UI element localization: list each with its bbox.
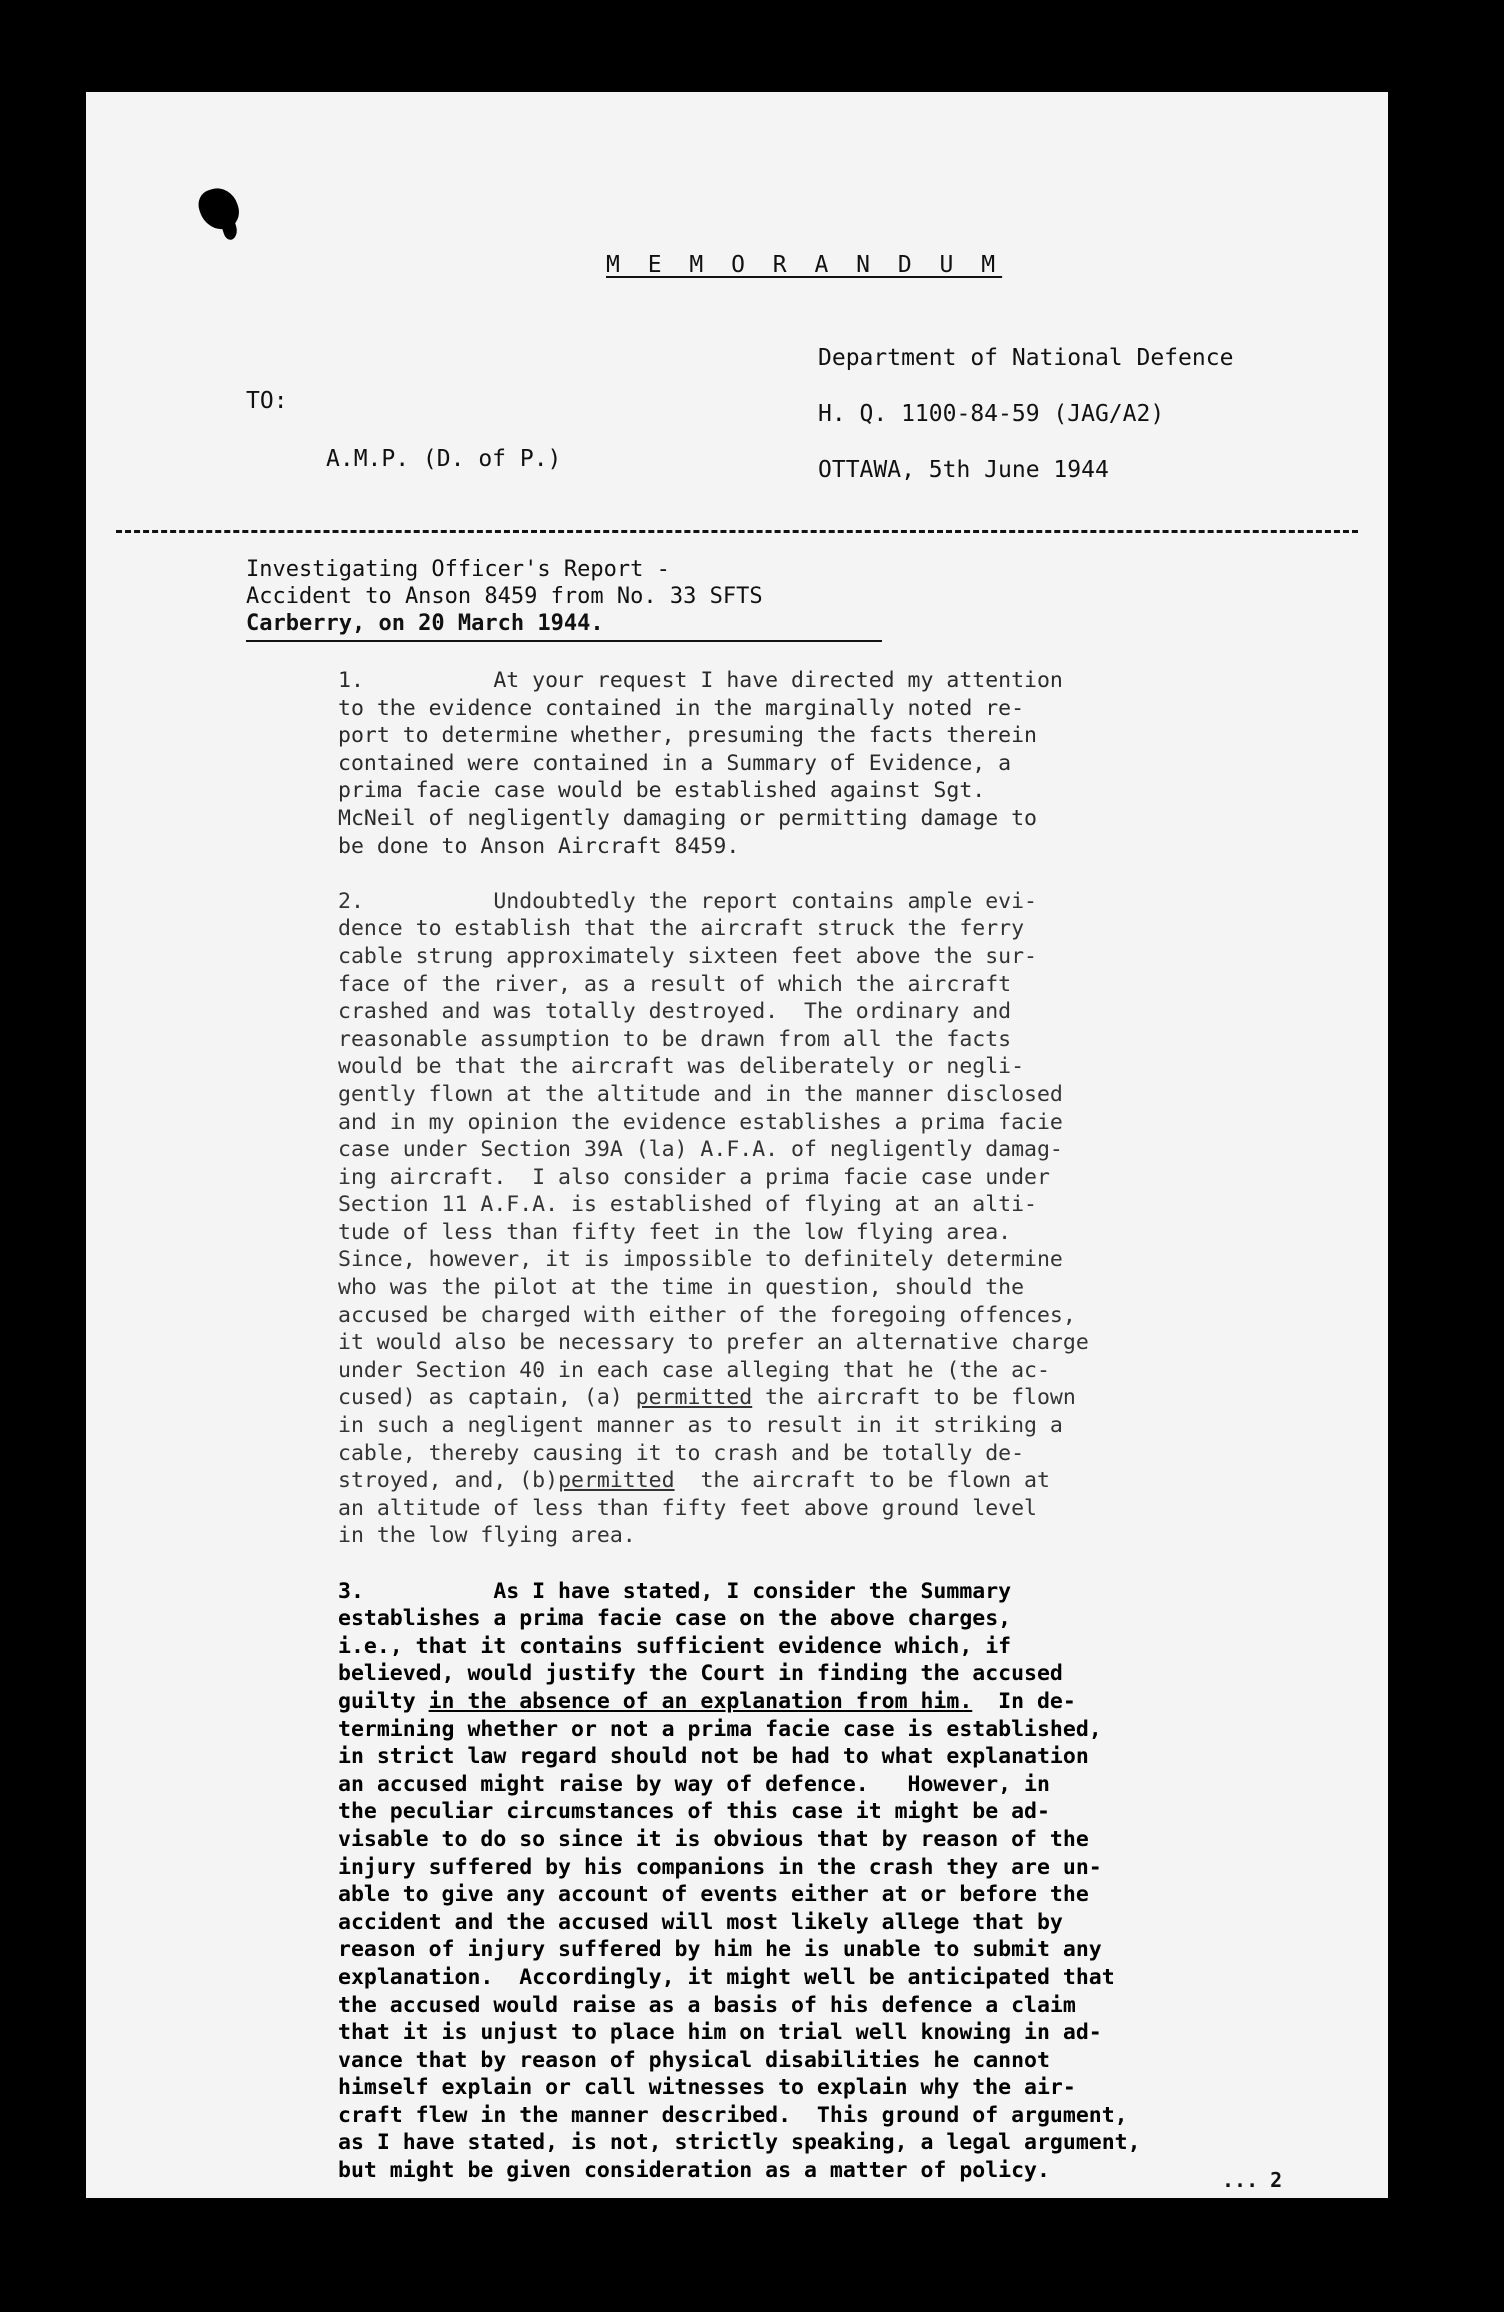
department-block	[818, 330, 1233, 498]
paragraph-line: face of the river, as a result of which the aircraft	[338, 971, 1012, 997]
ink-blot	[194, 183, 243, 235]
place-date: OTTAWA, 5th June 1944	[818, 457, 1109, 483]
paragraph-line: himself explain or call witnesses to explain why the air-	[338, 2075, 1076, 2101]
subject-block	[246, 556, 763, 637]
paragraph-line: prima facie case would be established against Sgt.	[338, 778, 986, 804]
subject-line: Accident to Anson 8459 from No. 33 SFTS	[246, 584, 763, 609]
subject-line: Carberry, on 20 March 1944.	[246, 611, 604, 636]
paragraph-line: Since, however, it is impossible to definitely determine	[338, 1247, 1063, 1273]
paragraph-line: as I have stated, is not, strictly speaking, a legal argument,	[338, 2130, 1141, 2156]
paragraph-line: explanation. Accordingly, it might well be anticipated that	[338, 1964, 1115, 1990]
header-divider	[116, 530, 1358, 533]
paragraph-line: visable to do so since it is obvious that by reason of the	[338, 1826, 1089, 1852]
paragraph-line: under Section 40 in each case alleging that he (the ac-	[338, 1357, 1050, 1383]
page-continuation-mark: ... 2	[1222, 2168, 1283, 2192]
paragraph-line: cused) as captain, (a) permitted the aircraft to be flown	[338, 1385, 1076, 1411]
paragraph-line: cable, thereby causing it to crash and be totally de-	[338, 1440, 1025, 1466]
paragraph-line: craft flew in the manner described. This ground of argument,	[338, 2102, 1128, 2128]
paragraph-line: believed, would justify the Court in finding the accused	[338, 1661, 1063, 1687]
paragraph-line: ing aircraft. I also consider a prima facie case under	[338, 1164, 1050, 1190]
paragraph-line: who was the pilot at the time in question, should the	[338, 1275, 1025, 1301]
paragraph-line: reasonable assumption to be drawn from all the facts	[338, 1026, 1012, 1052]
paragraph-line: an accused might raise by way of defence. However, in	[338, 1771, 1050, 1797]
department-name: Department of National Defence	[818, 345, 1234, 371]
paragraph-line: but might be given consideration as a matter of policy.	[338, 2158, 1050, 2184]
paragraph-line: reason of injury suffered by him he is unable to submit any	[338, 1937, 1102, 1963]
memo-body	[338, 667, 1368, 2198]
paragraph-line: guilty in the absence of an explanation from him. In de-	[338, 1688, 1076, 1714]
paragraph-line: accident and the accused will most likely allege that by	[338, 1909, 1063, 1935]
paragraph-line: 1. At your request I have directed my attention	[338, 668, 1063, 693]
paragraph-line: termining whether or not a prima facie case is established,	[338, 1716, 1102, 1742]
paragraph-line: an altitude of less than fifty feet above ground level	[338, 1495, 1037, 1521]
paragraph-line: McNeil of negligently damaging or permitting damage to	[338, 805, 1037, 831]
paragraph-line: Section 11 A.F.A. is established of flying at an alti-	[338, 1192, 1037, 1218]
paragraph-line: accused be charged with either of the foregoing offences,	[338, 1302, 1076, 1328]
paragraph-3	[338, 1578, 1368, 2185]
paragraph-line: the accused would raise as a basis of his defence a claim	[338, 1992, 1076, 2018]
paragraph-line: in strict law regard should not be had to what explanation	[338, 1744, 1089, 1770]
paragraph-line: to the evidence contained in the marginally noted re-	[338, 695, 1025, 721]
recipient: A.M.P. (D. of P.)	[326, 446, 562, 472]
memo-title: M E M O R A N D U M	[606, 252, 1003, 278]
paragraph-line: would be that the aircraft was deliberately or negli-	[338, 1054, 1025, 1080]
paragraph-2	[338, 888, 1368, 1550]
paragraph-line: port to determine whether, presuming the facts therein	[338, 723, 1037, 749]
paragraph-line: that it is unjust to place him on trial well knowing in ad-	[338, 2020, 1102, 2046]
paragraph-line: stroyed, and, (b)permitted the aircraft to be flown at	[338, 1468, 1050, 1494]
paragraph-line: cable strung approximately sixteen feet above the sur-	[338, 943, 1037, 969]
paragraph-line: crashed and was totally destroyed. The ordinary and	[338, 999, 1012, 1025]
paragraph-line: gently flown at the altitude and in the manner disclosed	[338, 1081, 1063, 1107]
paragraph-line: dence to establish that the aircraft struck the ferry	[338, 916, 1025, 942]
paragraph-line: it would also be necessary to prefer an alternative charge	[338, 1330, 1089, 1356]
paragraph-line: case under Section 39A (la) A.F.A. of negligently damag-	[338, 1137, 1063, 1163]
paragraph-1	[338, 667, 1368, 860]
paragraph-line: establishes a prima facie case on the above charges,	[338, 1606, 1012, 1632]
subject-line: Investigating Officer's Report -	[246, 557, 670, 582]
memorandum-page	[86, 92, 1388, 2198]
paragraph-line: the peculiar circumstances of this case it might be ad-	[338, 1799, 1050, 1825]
paragraph-line: in such a negligent manner as to result in it striking a	[338, 1413, 1063, 1439]
subject-underline	[246, 640, 882, 642]
to-label: TO:	[246, 388, 288, 414]
paragraph-line: 2. Undoubtedly the report contains ample evi-	[338, 888, 1037, 914]
paragraph-line: able to give any account of events either at or before the	[338, 1882, 1089, 1908]
paragraph-line: and in my opinion the evidence establishes a prima facie	[338, 1109, 1063, 1135]
paragraph-line: i.e., that it contains sufficient evidence which, if	[338, 1633, 1012, 1659]
paragraph-line: injury suffered by his companions in the crash they are un-	[338, 1854, 1102, 1880]
paragraph-line: contained were contained in a Summary of Evidence, a	[338, 750, 1012, 776]
paragraph-line: vance that by reason of physical disabilities he cannot	[338, 2047, 1050, 2073]
paragraph-line: tude of less than fifty feet in the low flying area.	[338, 1219, 1012, 1245]
paragraph-line: in the low flying area.	[338, 1523, 636, 1549]
file-reference: H. Q. 1100-84-59 (JAG/A2)	[818, 401, 1165, 427]
paragraph-line: be done to Anson Aircraft 8459.	[338, 833, 740, 859]
paragraph-line: 3. As I have stated, I consider the Summary	[338, 1578, 1012, 1604]
